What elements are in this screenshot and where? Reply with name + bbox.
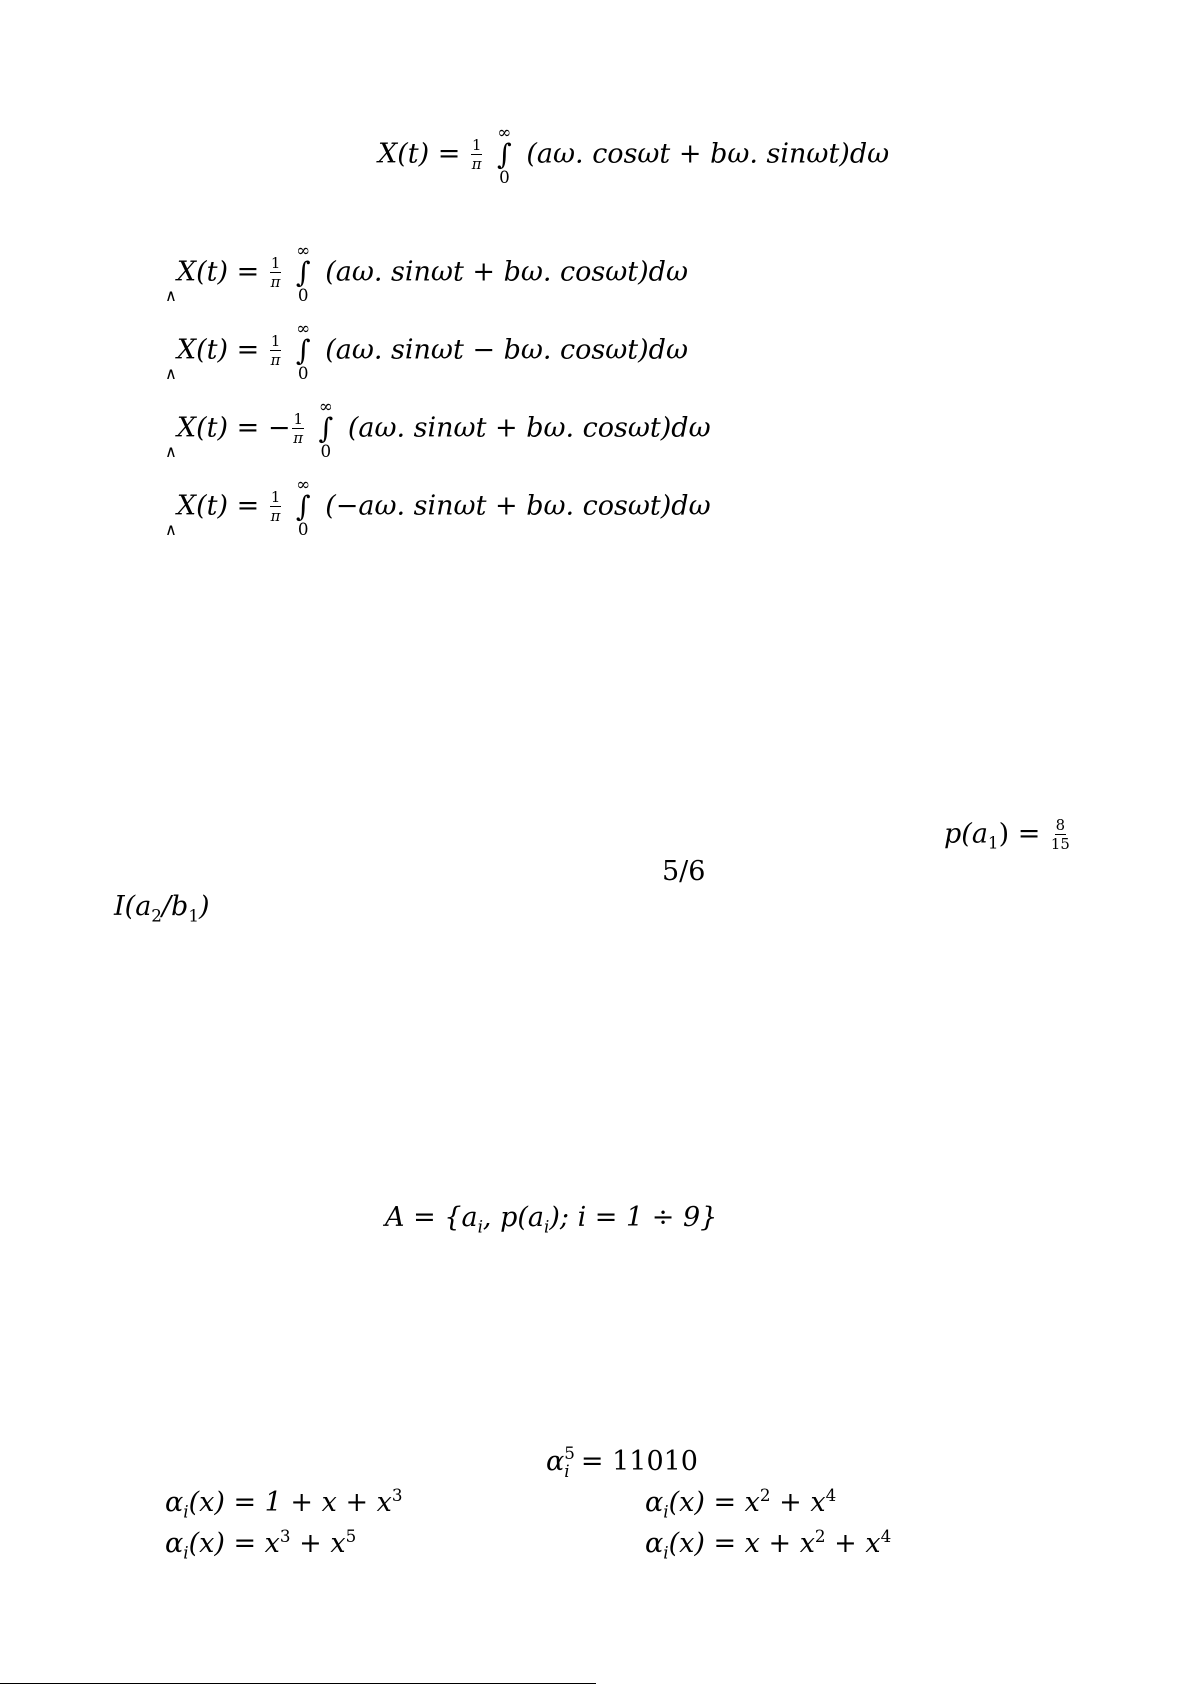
codeword-superscript: 5: [564, 1443, 575, 1463]
hat-x: [165, 520, 177, 540]
source-post: ); i = 1 ÷ 9}: [549, 1202, 718, 1233]
integrand: (aω. sinωt + bω. cosωt)dω: [347, 412, 711, 444]
fraction-1-over-pi: [292, 412, 303, 446]
integrand: (−aω. sinωt + bω. cosωt)dω: [325, 490, 711, 522]
info-subscript-2: 1: [188, 905, 199, 926]
source-subscript-2: i: [544, 1216, 550, 1237]
integral-upper-limit: ∞: [318, 396, 333, 416]
fraction-1-over-pi: [471, 138, 482, 172]
fraction-numerator: 1: [293, 410, 303, 429]
equals-sign: =: [437, 138, 461, 170]
fraction-denominator: π: [270, 506, 281, 525]
poly-superscript-2: 4: [880, 1526, 892, 1546]
prob-subscript: 1: [987, 832, 999, 853]
poly-option-4: [645, 1528, 891, 1561]
hat-x: [165, 364, 177, 384]
codeword-rhs: = 11010: [580, 1446, 698, 1478]
poly-subscript: i: [663, 1542, 669, 1563]
lhs-x-of-t: X(t): [378, 138, 430, 170]
integral-upper-limit: ∞: [296, 240, 311, 260]
poly-text: (x) = x + x: [668, 1528, 815, 1559]
lhs-x-of-t: X(t): [176, 412, 228, 444]
poly-text: (x) = 1 + x + x: [188, 1487, 392, 1518]
poly-base: α: [165, 1528, 184, 1559]
hilbert-option-2: [165, 320, 688, 382]
prob-lhs: p(a: [944, 818, 988, 850]
integral-0-to-infinity: [296, 320, 311, 382]
equals-sign: =: [236, 412, 260, 444]
integral-lower-limit: 0: [499, 167, 510, 188]
source-subscript-1: i: [477, 1216, 483, 1237]
integral-lower-limit: 0: [320, 441, 332, 462]
codeword-base: α: [546, 1446, 565, 1478]
poly-superscript-2: 4: [825, 1485, 837, 1505]
lhs-x-of-t: X(t): [176, 334, 228, 366]
poly-tail: + x: [290, 1528, 346, 1559]
hilbert-option-1: [165, 242, 688, 304]
hat-symbol: ∧: [165, 286, 177, 306]
poly-text: (x) = x: [188, 1528, 280, 1559]
hat-x: [165, 286, 177, 306]
mutual-information-term: [114, 893, 210, 924]
integrand: (aω. sinωt + bω. cosωt)dω: [325, 256, 688, 288]
fraction-1-over-pi: [270, 334, 281, 368]
info-subscript-1: 2: [151, 905, 162, 926]
footnote-divider: [0, 1683, 596, 1684]
integral-upper-limit: ∞: [296, 474, 311, 494]
poly-option-3: [165, 1528, 356, 1561]
lhs-x-of-t: X(t): [176, 490, 228, 522]
integral-lower-limit: 0: [297, 285, 309, 306]
fraction-numerator: 1: [270, 488, 281, 507]
integral-upper-limit: ∞: [497, 122, 512, 142]
poly-superscript: 2: [814, 1526, 826, 1546]
hat-symbol: ∧: [165, 520, 177, 540]
integral-0-to-infinity: [296, 476, 311, 538]
poly-tail: + x: [825, 1528, 881, 1559]
poly-text: (x) = x: [668, 1487, 760, 1518]
equals-sign: =: [236, 256, 260, 288]
poly-base: α: [645, 1487, 664, 1518]
integrand: (aω. sinωt − bω. cosωt)dω: [325, 334, 688, 366]
hat-symbol: ∧: [165, 364, 177, 384]
source-pre: A = {a: [385, 1202, 478, 1233]
fraction-numerator: 8: [1055, 816, 1066, 834]
equals-sign: =: [236, 490, 260, 522]
codeword-definition: [546, 1445, 698, 1480]
hilbert-option-3: [165, 398, 711, 460]
integral-0-to-infinity: [497, 124, 512, 186]
integral-sign: ∫: [295, 255, 311, 289]
poly-subscript: i: [183, 1542, 189, 1563]
fraction-denominator: π: [293, 428, 304, 447]
info-pre: I(a: [114, 891, 152, 922]
integral-sign: ∫: [497, 137, 512, 171]
integral-upper-limit: ∞: [296, 318, 311, 338]
minus-sign: −: [267, 412, 291, 444]
source-alphabet-definition: [385, 1204, 717, 1235]
ratio-five-sixths: 5/6: [662, 856, 706, 887]
poly-superscript: 2: [759, 1485, 771, 1505]
lhs-x-of-t: X(t): [176, 256, 228, 288]
poly-superscript: 3: [279, 1526, 291, 1546]
fraction-numerator: 1: [270, 254, 281, 273]
source-mid: , p(a: [482, 1202, 545, 1233]
fraction-denominator: π: [471, 154, 482, 173]
equals-sign: =: [236, 334, 260, 366]
integral-sign: ∫: [295, 489, 311, 523]
fraction-denominator: 15: [1050, 834, 1070, 853]
integral-0-to-infinity: [296, 242, 311, 304]
info-mid: /b: [161, 891, 189, 922]
poly-option-2: [645, 1487, 836, 1520]
prob-rhs: ) =: [998, 818, 1041, 850]
fraction-1-over-pi: [270, 256, 281, 290]
hat-x: [165, 442, 177, 462]
poly-superscript: 3: [391, 1485, 403, 1505]
poly-subscript: i: [663, 1501, 669, 1522]
fraction-8-over-15: [1051, 818, 1070, 852]
integrand: (aω. cosωt + bω. sinωt)dω: [526, 138, 890, 170]
poly-base: α: [645, 1528, 664, 1559]
poly-superscript-2: 5: [345, 1526, 357, 1546]
fraction-numerator: 1: [270, 332, 281, 351]
poly-tail: + x: [770, 1487, 826, 1518]
poly-option-1: [165, 1487, 403, 1520]
integral-lower-limit: 0: [297, 363, 309, 384]
hilbert-option-4: [165, 476, 711, 538]
fraction-denominator: π: [270, 350, 281, 369]
poly-subscript: i: [183, 1501, 189, 1522]
poly-base: α: [165, 1487, 184, 1518]
fraction-1-over-pi: [270, 490, 281, 524]
integral-sign: ∫: [295, 333, 311, 367]
info-post: ): [199, 891, 210, 922]
fraction-numerator: 1: [471, 136, 482, 155]
fraction-denominator: π: [270, 272, 281, 291]
equation-x-definition: [378, 124, 889, 186]
probability-a1: [944, 818, 1072, 852]
integral-sign: ∫: [318, 411, 334, 445]
hat-symbol: ∧: [165, 442, 177, 462]
integral-0-to-infinity: [318, 398, 333, 460]
codeword-subscript: i: [564, 1460, 570, 1481]
integral-lower-limit: 0: [297, 519, 309, 540]
